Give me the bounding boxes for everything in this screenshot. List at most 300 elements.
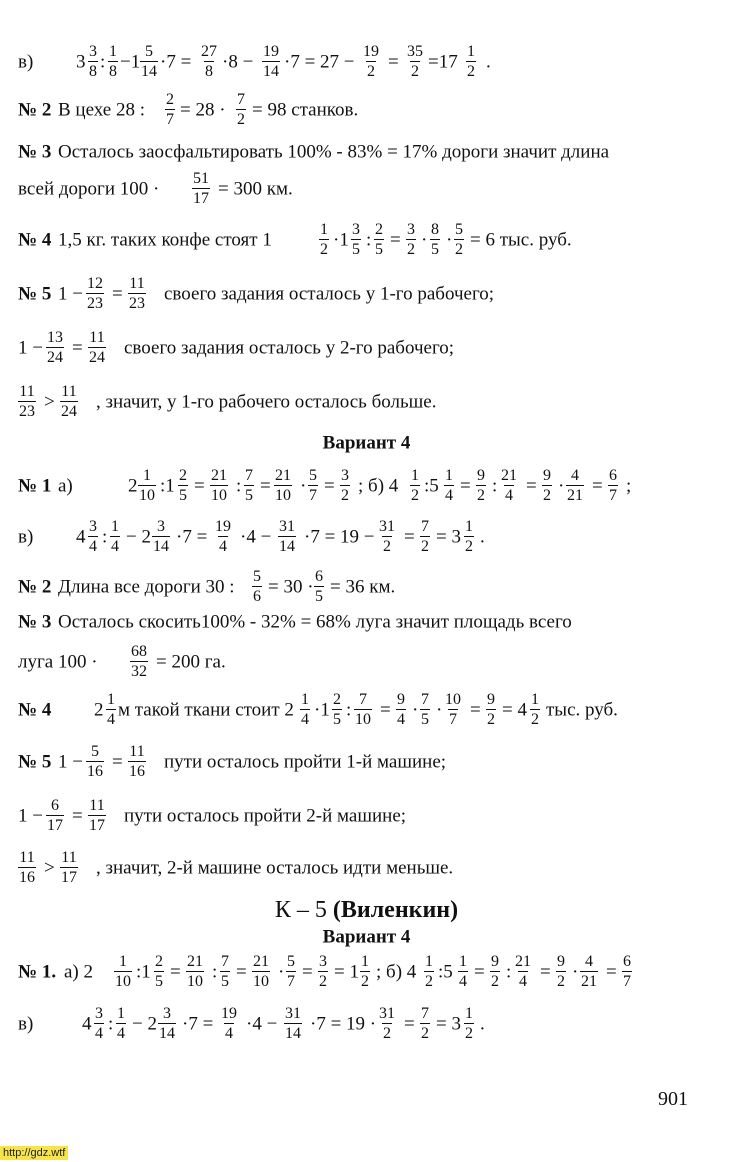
- fraction-denominator: 8: [109, 63, 117, 80]
- fraction-numerator: 1: [465, 518, 473, 535]
- fraction-numerator: 11: [61, 383, 77, 400]
- text-segment: = 200 га.: [156, 651, 226, 673]
- fraction-denominator: 2: [465, 538, 473, 555]
- fraction-numerator: 3: [341, 467, 349, 484]
- fraction-numerator: 1: [459, 953, 467, 970]
- problem-number: № 3: [18, 611, 52, 633]
- problem-number: Вариант 4: [322, 432, 411, 454]
- fraction-denominator: 16: [87, 763, 103, 780]
- fraction-denominator: 5: [245, 487, 253, 504]
- text-segment: , значит, 2-й машине осталось идти меньше.: [96, 857, 454, 879]
- fraction-denominator: 14: [141, 63, 157, 80]
- fraction-numerator: 5: [287, 953, 295, 970]
- fraction-denominator: 24: [89, 349, 105, 366]
- fraction-numerator: 1: [117, 1005, 125, 1022]
- fraction: [138, 468, 156, 504]
- fraction-numerator: 1: [445, 467, 453, 484]
- text-segment: ·8 −: [222, 51, 254, 73]
- fraction: [476, 468, 486, 504]
- problem-number: № 5: [18, 283, 52, 305]
- fraction-numerator: 2: [179, 467, 187, 484]
- fraction: [424, 954, 434, 990]
- text-segment: 1 −: [58, 751, 83, 773]
- fraction-denominator: 24: [61, 403, 77, 420]
- fraction-numerator: 5: [309, 467, 317, 484]
- fraction-denominator: 17: [193, 190, 209, 207]
- fraction-numerator: 19: [263, 43, 279, 60]
- text-segment: пути осталось пройти 1-й машине;: [164, 751, 447, 773]
- fraction-numerator: 3: [89, 518, 97, 535]
- text-segment: =: [404, 1013, 415, 1035]
- fraction-denominator: 4: [111, 538, 119, 555]
- fraction-numerator: 7: [421, 518, 429, 535]
- fraction-numerator: 6: [315, 568, 323, 585]
- fraction-denominator: 4: [397, 711, 405, 728]
- text-segment: 2: [128, 475, 138, 497]
- fraction-denominator: 2: [367, 63, 375, 80]
- fraction-denominator: 2: [557, 973, 565, 990]
- fraction: [580, 954, 598, 990]
- fraction-denominator: 10: [187, 973, 203, 990]
- fraction: [332, 692, 342, 728]
- text-segment: =: [112, 751, 123, 773]
- text-segment: .: [480, 526, 485, 548]
- text-segment: в): [18, 51, 34, 73]
- fraction-numerator: 8: [431, 221, 439, 238]
- text-segment: 1 −: [18, 337, 43, 359]
- fraction-numerator: 11: [19, 849, 35, 866]
- fraction-denominator: 17: [89, 817, 105, 834]
- fraction-denominator: 10: [253, 973, 269, 990]
- text-segment: = 6 тыс. руб.: [470, 229, 572, 251]
- fraction-denominator: 21: [567, 487, 583, 504]
- fraction: [220, 954, 230, 990]
- fraction: [200, 44, 218, 80]
- fraction: [88, 798, 106, 834]
- fraction: [154, 954, 164, 990]
- problem-number: № 4: [18, 229, 52, 251]
- fraction-denominator: 17: [47, 817, 63, 834]
- fraction-numerator: 31: [379, 1005, 395, 1022]
- fraction: [236, 92, 246, 128]
- fraction: [530, 692, 540, 728]
- fraction-numerator: 4: [571, 467, 579, 484]
- text-segment: :: [212, 961, 218, 983]
- text-segment: 1 −: [18, 805, 43, 827]
- fraction-denominator: 5: [155, 973, 163, 990]
- problem-number: № 1.: [18, 961, 57, 983]
- text-segment: ·: [412, 699, 419, 721]
- fraction-denominator: 17: [61, 869, 77, 886]
- fraction: [406, 222, 416, 258]
- fraction-denominator: 7: [287, 973, 295, 990]
- text-line: [0, 636, 733, 688]
- fraction: [378, 519, 396, 555]
- fraction: [566, 468, 584, 504]
- fraction-denominator: 2: [320, 241, 328, 258]
- fraction: [46, 330, 64, 366]
- fraction-denominator: 10: [275, 487, 291, 504]
- text-segment: − 2: [126, 526, 151, 548]
- fraction-denominator: 5: [431, 241, 439, 258]
- text-segment: =: [592, 475, 603, 497]
- fraction-denominator: 4: [219, 538, 227, 555]
- fraction: [378, 1006, 396, 1042]
- text-segment: Осталось скосить100% - 32% = 68% луга значит площадь всего: [58, 611, 572, 633]
- text-segment: =: [72, 337, 83, 359]
- fraction: [274, 468, 292, 504]
- fraction: [220, 1006, 238, 1042]
- fraction-denominator: 2: [383, 1025, 391, 1042]
- text-segment: ·7 =: [176, 526, 208, 548]
- text-segment: :1: [136, 961, 151, 983]
- fraction-numerator: 11: [89, 329, 105, 346]
- fraction: [88, 330, 106, 366]
- text-line: [0, 214, 733, 266]
- text-segment: пути осталось пройти 2-й машине;: [124, 805, 407, 827]
- text-segment: ·: [436, 699, 443, 721]
- fraction-denominator: 4: [445, 487, 453, 504]
- fraction: [396, 692, 406, 728]
- fraction-denominator: 5: [315, 588, 323, 605]
- text-segment: = 3: [436, 526, 461, 548]
- text-segment: :: [346, 699, 352, 721]
- fraction-numerator: 3: [95, 1005, 103, 1022]
- fraction-denominator: 10: [139, 487, 155, 504]
- fraction-numerator: 7: [421, 1005, 429, 1022]
- fraction-denominator: 5: [333, 711, 341, 728]
- fraction: [130, 644, 148, 680]
- fraction: [86, 276, 104, 312]
- fraction-numerator: 27: [201, 43, 217, 60]
- text-segment: ·: [446, 229, 453, 251]
- text-segment: :5: [424, 475, 439, 497]
- fraction-denominator: 7: [449, 711, 457, 728]
- fraction: [410, 468, 420, 504]
- fraction-numerator: 9: [477, 467, 485, 484]
- fraction-numerator: 7: [359, 691, 367, 708]
- text-segment: 4: [82, 1013, 92, 1035]
- text-segment: ·: [572, 961, 579, 983]
- text-segment: ;: [626, 475, 632, 497]
- fraction-numerator: 3: [319, 953, 327, 970]
- fraction-numerator: 12: [87, 275, 103, 292]
- fraction-numerator: 9: [557, 953, 565, 970]
- fraction: [319, 222, 329, 258]
- text-segment: =: [380, 699, 391, 721]
- fraction-denominator: 32: [131, 663, 147, 680]
- fraction: [500, 468, 518, 504]
- fraction-numerator: 35: [407, 43, 423, 60]
- fraction: [466, 44, 476, 80]
- text-segment: :: [100, 51, 106, 73]
- text-segment: В цехе 28 :: [58, 99, 146, 121]
- fraction-denominator: 8: [89, 63, 97, 80]
- fraction-denominator: 14: [263, 63, 279, 80]
- fraction: [278, 519, 296, 555]
- fraction-denominator: 4: [117, 1025, 125, 1042]
- fraction-denominator: 6: [253, 588, 261, 605]
- fraction-denominator: 14: [159, 1025, 175, 1042]
- fraction: [300, 692, 310, 728]
- fraction-denominator: 2: [411, 487, 419, 504]
- text-segment: тыс. руб.: [546, 699, 618, 721]
- fraction: [128, 744, 146, 780]
- fraction: [556, 954, 566, 990]
- fraction-numerator: 2: [155, 953, 163, 970]
- fraction: [608, 468, 618, 504]
- text-segment: всей дороги 100 ·: [18, 178, 160, 200]
- fraction-numerator: 9: [397, 691, 405, 708]
- fraction-denominator: 4: [519, 973, 527, 990]
- fraction-denominator: 2: [425, 973, 433, 990]
- text-segment: а) 2: [64, 961, 94, 983]
- fraction-numerator: 4: [585, 953, 593, 970]
- fraction-denominator: 4: [459, 973, 467, 990]
- fraction: [542, 468, 552, 504]
- fraction-denominator: 2: [237, 111, 245, 128]
- fraction-numerator: 19: [221, 1005, 237, 1022]
- text-segment: =: [388, 51, 399, 73]
- fraction-denominator: 2: [407, 241, 415, 258]
- text-segment: = 4: [502, 699, 527, 721]
- fraction: [244, 468, 254, 504]
- fraction-numerator: 21: [211, 467, 227, 484]
- fraction-numerator: 7: [421, 691, 429, 708]
- fraction-numerator: 51: [193, 170, 209, 187]
- fraction: [420, 692, 430, 728]
- fraction-numerator: 1: [119, 953, 127, 970]
- fraction-numerator: 2: [333, 691, 341, 708]
- fraction-denominator: 21: [581, 973, 597, 990]
- fraction: [458, 954, 468, 990]
- fraction: [106, 692, 116, 728]
- problem-number: № 5: [18, 751, 52, 773]
- fraction-denominator: 7: [623, 973, 631, 990]
- problem-number: № 3: [18, 141, 52, 163]
- fraction-numerator: 1: [411, 467, 419, 484]
- text-segment: =: [526, 475, 537, 497]
- text-segment: :1: [160, 475, 175, 497]
- fraction-numerator: 1: [107, 691, 115, 708]
- fraction: [308, 468, 318, 504]
- text-segment: .: [486, 51, 491, 73]
- text-segment: ·7 =: [182, 1013, 214, 1035]
- fraction: [362, 44, 380, 80]
- fraction-numerator: 1: [531, 691, 539, 708]
- text-line: [0, 790, 733, 842]
- fraction-denominator: 2: [477, 487, 485, 504]
- fraction-numerator: 3: [407, 221, 415, 238]
- text-segment: ·4 −: [240, 526, 272, 548]
- text-segment: =: [170, 961, 181, 983]
- fraction-numerator: 31: [379, 518, 395, 535]
- fraction: [252, 954, 270, 990]
- fraction: [430, 222, 440, 258]
- problem-number: № 4: [18, 699, 52, 721]
- text-line: [0, 163, 733, 215]
- fraction-denominator: 16: [129, 763, 145, 780]
- text-line: [0, 322, 733, 374]
- text-segment: = 3: [436, 1013, 461, 1035]
- fraction: [354, 692, 372, 728]
- fraction: [88, 44, 98, 80]
- text-segment: =: [236, 961, 247, 983]
- fraction-denominator: 4: [505, 487, 513, 504]
- fraction: [178, 468, 188, 504]
- text-segment: =: [324, 475, 335, 497]
- fraction-denominator: 7: [609, 487, 617, 504]
- fraction: [94, 1006, 104, 1042]
- fraction: [490, 954, 500, 990]
- text-segment: = 30 ·: [268, 576, 314, 598]
- fraction-numerator: 6: [623, 953, 631, 970]
- fraction-numerator: 3: [157, 518, 165, 535]
- text-segment: − 2: [132, 1013, 157, 1035]
- text-segment: >: [44, 391, 55, 413]
- fraction-numerator: 2: [375, 221, 383, 238]
- text-line: [0, 684, 733, 736]
- fraction-numerator: 9: [543, 467, 551, 484]
- fraction-denominator: 2: [341, 487, 349, 504]
- page-number: 901: [658, 1088, 688, 1110]
- fraction-denominator: 4: [301, 711, 309, 728]
- text-segment: ·4 −: [246, 1013, 278, 1035]
- fraction: [214, 519, 232, 555]
- fraction: [114, 954, 132, 990]
- problem-number: Вариант 4: [322, 926, 411, 948]
- fraction: [444, 468, 454, 504]
- fraction-numerator: 5: [253, 568, 261, 585]
- fraction-numerator: 10: [445, 691, 461, 708]
- fraction-denominator: 14: [285, 1025, 301, 1042]
- fraction: [152, 519, 170, 555]
- fraction-numerator: 21: [275, 467, 291, 484]
- text-segment: =: [474, 961, 485, 983]
- text-segment: 2: [94, 699, 104, 721]
- fraction: [622, 954, 632, 990]
- fraction: [464, 1006, 474, 1042]
- text-segment: :: [102, 526, 108, 548]
- fraction-denominator: 5: [421, 711, 429, 728]
- text-segment: ·7 =: [160, 51, 192, 73]
- text-segment: своего задания осталось у 1-го рабочего;: [164, 283, 495, 305]
- fraction: [406, 44, 424, 80]
- fraction-numerator: 7: [245, 467, 253, 484]
- fraction-denominator: 16: [19, 869, 35, 886]
- fraction-denominator: 2: [487, 711, 495, 728]
- text-line: [0, 511, 733, 563]
- fraction-numerator: 1: [143, 467, 151, 484]
- fraction-numerator: 31: [279, 518, 295, 535]
- fraction-numerator: 21: [501, 467, 517, 484]
- text-segment: ·1: [314, 699, 330, 721]
- text-segment: =: [390, 229, 401, 251]
- fraction-numerator: 5: [455, 221, 463, 238]
- text-line: [0, 998, 733, 1050]
- text-segment: :: [108, 1013, 114, 1035]
- text-segment: =17: [428, 51, 458, 73]
- fraction: [116, 1006, 126, 1042]
- section-heading: К – 5 (Виленкин): [274, 897, 459, 923]
- text-segment: ·7 = 19 ·: [310, 1013, 377, 1035]
- fraction-denominator: 23: [129, 295, 145, 312]
- fraction-numerator: 1: [111, 518, 119, 535]
- fraction: [210, 468, 228, 504]
- fraction-denominator: 14: [279, 538, 295, 555]
- fraction-numerator: 21: [515, 953, 531, 970]
- fraction-denominator: 10: [355, 711, 371, 728]
- fraction-numerator: 1: [425, 953, 433, 970]
- fraction: [454, 222, 464, 258]
- fraction: [165, 92, 175, 128]
- fraction-denominator: 2: [361, 973, 369, 990]
- fraction: [420, 1006, 430, 1042]
- fraction-denominator: 8: [205, 63, 213, 80]
- fraction: [444, 692, 462, 728]
- fraction: [486, 692, 496, 728]
- fraction-numerator: 1: [320, 221, 328, 238]
- fraction-numerator: 21: [253, 953, 269, 970]
- fraction-denominator: 4: [107, 711, 115, 728]
- text-segment: .: [480, 1013, 485, 1035]
- fraction-numerator: 11: [89, 797, 105, 814]
- fraction: [318, 954, 328, 990]
- fraction: [46, 798, 64, 834]
- text-segment: , значит, у 1-го рабочего осталось больше.: [96, 391, 437, 413]
- fraction-numerator: 3: [163, 1005, 171, 1022]
- fraction-numerator: 31: [285, 1005, 301, 1022]
- fraction: [110, 519, 120, 555]
- fraction: [18, 850, 36, 886]
- fraction-denominator: 2: [411, 63, 419, 80]
- fraction: [262, 44, 280, 80]
- fraction-denominator: 4: [225, 1025, 233, 1042]
- text-segment: м такой ткани стоит 2: [118, 699, 294, 721]
- fraction: [351, 222, 361, 258]
- text-segment: ·: [278, 961, 285, 983]
- text-segment: :5: [438, 961, 453, 983]
- fraction-numerator: 68: [131, 643, 147, 660]
- fraction-denominator: 23: [19, 403, 35, 420]
- fraction: [128, 276, 146, 312]
- text-segment: а): [58, 475, 73, 497]
- fraction-denominator: 24: [47, 349, 63, 366]
- text-segment: =: [606, 961, 617, 983]
- watermark-link[interactable]: http://gdz.wtf: [0, 1146, 68, 1160]
- text-line: [0, 36, 733, 88]
- fraction-denominator: 14: [153, 538, 169, 555]
- text-segment: =: [404, 526, 415, 548]
- fraction: [60, 850, 78, 886]
- fraction-numerator: 3: [89, 43, 97, 60]
- text-segment: своего задания осталось у 2-го рабочего;: [124, 337, 455, 359]
- fraction: [86, 744, 104, 780]
- fraction: [284, 1006, 302, 1042]
- text-segment: =: [540, 961, 551, 983]
- text-segment: >: [44, 857, 55, 879]
- fraction: [420, 519, 430, 555]
- fraction: [514, 954, 532, 990]
- problem-number: № 2: [18, 99, 52, 121]
- text-line: [0, 736, 733, 788]
- fraction-denominator: 2: [421, 1025, 429, 1042]
- text-segment: :: [366, 229, 372, 251]
- text-segment: :: [506, 961, 512, 983]
- text-segment: =: [302, 961, 313, 983]
- text-segment: 4: [76, 526, 86, 548]
- fraction-denominator: 2: [467, 63, 475, 80]
